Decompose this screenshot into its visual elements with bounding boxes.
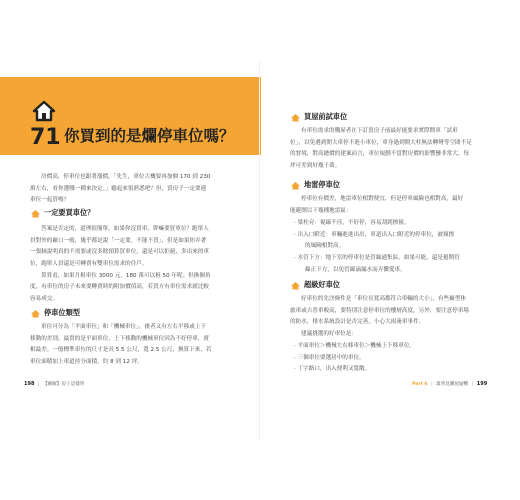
house-bullet-icon bbox=[30, 309, 41, 318]
book-title: 【圖解】房子這樣買 bbox=[42, 382, 85, 387]
list-item: 的風險相對高。 bbox=[305, 243, 345, 250]
house-bullet-icon bbox=[290, 181, 301, 190]
chapter-number: 71 bbox=[30, 125, 61, 150]
page-number: 198 bbox=[24, 381, 35, 387]
section-body: 停車位有價差，地雷車位相對便宜，但是停車風險也相對高，最好 能避開以下幾種地雷區： bbox=[290, 196, 464, 214]
section-heading: 一定要買車位？ bbox=[30, 208, 94, 218]
list-item: ‧ 三個車位要選居中的車位。 bbox=[294, 354, 365, 361]
list-item: ‧ 梁柱旁：視線不佳，不好停，容易刮到擦撞。 bbox=[294, 220, 410, 226]
house-icon bbox=[32, 100, 56, 122]
section-heading: 買屋前試車位 bbox=[290, 112, 347, 122]
part-title: 最常見購屋疑難 bbox=[436, 382, 469, 387]
part-label: Part 6 bbox=[412, 382, 428, 387]
section-body: 有車位需求的購屋者在下訂買房子前最好能要求實際開車「試車 位」，以免遇到開大車停不進小車位，車身過到開大柱無法轉彎等空間不足 的窘境，對高總價的建案而言，車位規劃不當對房價的影響蠻非常大，每 坪可差到好幾千萬。 bbox=[290, 128, 472, 170]
bullet-list bbox=[294, 218, 500, 276]
house-bullet-icon bbox=[290, 113, 301, 122]
list-item: ‧ 水管下方：地下室的停車位是管線通集區，如果可能，還是避開管 bbox=[294, 255, 460, 262]
house-bullet-icon bbox=[290, 281, 301, 290]
page-number: 199 bbox=[476, 381, 488, 387]
page-footer: 198 | 【圖解】房子這樣買 bbox=[24, 381, 85, 387]
section-body: 好車位的先決條件是「車位長寬高都符合車輛的大小」，有些廠型休 旅車或吉普車較高，要特別注意停車位的樓層高度，另外，要注意停車場 的防水，排水系統設計是否完善，小心大雨淹車事件。 建議挑選的好車位是： bbox=[290, 296, 470, 338]
list-item: ‧ 出入口附近：車輛進進出出，車道出入口附近的停車位，被撞擦 bbox=[294, 231, 455, 238]
right-page bbox=[260, 0, 520, 500]
section-heading: 地雷停車位 bbox=[290, 180, 340, 190]
section-heading: 超級好車位 bbox=[290, 280, 340, 290]
list-item: ‧ 丁字路口，出入便利又寬敞。 bbox=[294, 366, 371, 373]
bullet-list bbox=[294, 341, 500, 376]
house-bullet-icon bbox=[30, 209, 41, 218]
section-heading: 停車位類型 bbox=[30, 308, 80, 318]
list-item: 線正下方，以免管線滴漏水而弄髒愛車。 bbox=[305, 266, 406, 273]
list-item: ‧ 平面車位＞機械左右移車位＞機械上下移車位。 bbox=[294, 343, 416, 349]
page-footer: Part 6 | 最常見購屋疑難 | 199 bbox=[412, 381, 488, 387]
intro-paragraph: 房價高，停車位也跟著漲價，「先生，車位大概要再加個 170 到 230 萬左右，看你選哪一種來決定。」聽起來很熟悉吧？但，買房子一定要連 車位一起買嗎？ bbox=[30, 174, 211, 204]
chapter-title: 你買到的是爛停車位嗎？ bbox=[64, 127, 235, 145]
section-body: 答案是否定的，道理很簡單，如果你沒買車，幹嘛要買車位？跑單人 員對外的廠口一般，幾乎都是說「一定要，不能不買」，但是如果你弄著 一張臉說明真的不需要或沒多餘預算買車位，還是可以拒絕，多出來的車 位，跑單人員還是可轉賣有雙車位需求的住戶。 算算看，如果月租車位 3000 元，180 萬可以租 50 年呢；但換個角 度，有車位的房子未來要轉賣時的附加價值高，若買方有車位需求就比較 容易成交。 bbox=[30, 226, 211, 303]
section-body: 車位可分為「平面車位」和「機械車位」，後者又有左右平移或上下 移動的差別，最貴的是平面車位，上下移動的機械車位因為不好停車，賣 相最差。一般標準車位的尺寸是長 5.5 公尺，寬 2.5 公尺，換算下來，若 車位面積加上車道持分面積，約 8 到 12 坪。 bbox=[30, 324, 212, 366]
